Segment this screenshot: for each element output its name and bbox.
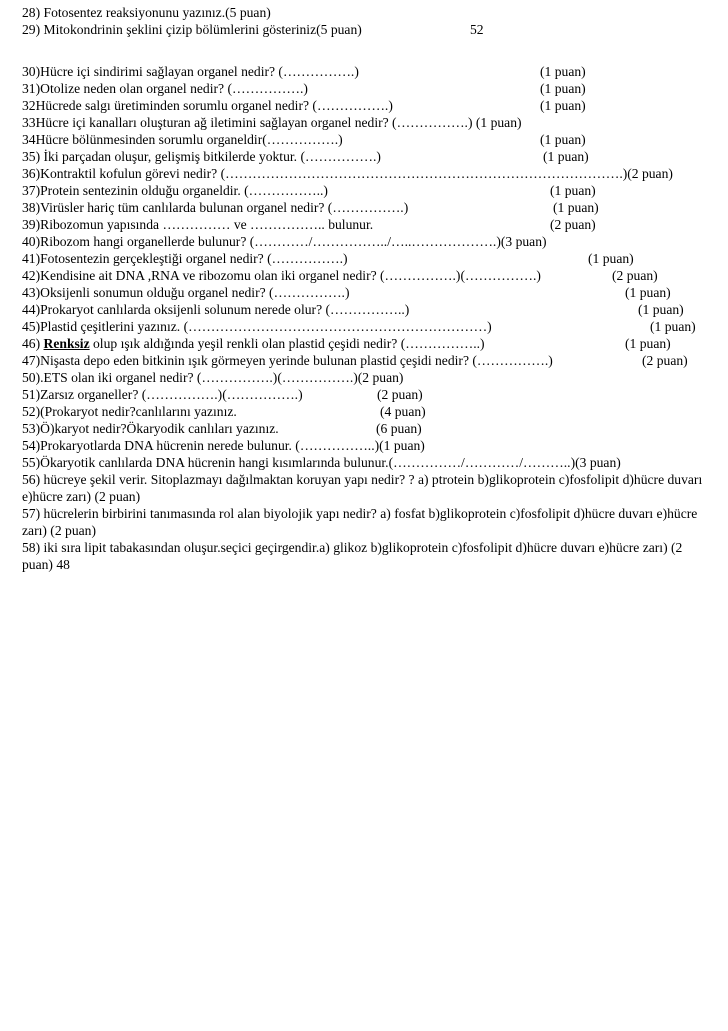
question-points: (1 puan) xyxy=(625,285,671,300)
question-54 xyxy=(22,437,724,454)
question-points: (1 puan) xyxy=(540,64,586,79)
question-points: (1 puan) xyxy=(540,98,586,113)
question-55 xyxy=(22,454,724,471)
question-text: 32Hücrede salgı üretiminden sorumlu organel nedir? (…………….) xyxy=(22,98,393,113)
question-body: olup ışık aldığında yeşil renkli olan plastid çeşidi nedir? (……………..) xyxy=(89,336,485,351)
question-text: 44)Prokaryot canlılarda oksijenli solunum nerede olur? (……………..) xyxy=(22,302,410,317)
question-28 xyxy=(22,4,724,21)
question-56: 56) hücreye şekil verir. Sitoplazmayı dağılmaktan koruyan yapı nedir? ? a) ptrotein b)glikoprotein c)fosfolipit d)hücre duvarı e)hücre zarı) (2 puan) xyxy=(22,472,703,504)
question-34 xyxy=(22,131,724,148)
question-text: 38)Virüsler hariç tüm canlılarda bulunan organel nedir? (…………….) xyxy=(22,200,409,215)
question-text: 52)(Prokaryot nedir?canlılarını yazınız. xyxy=(22,404,237,419)
question-points: (1 puan) xyxy=(650,319,696,334)
question-text: 30)Hücre içi sindirimi sağlayan organel nedir? (…………….) xyxy=(22,64,359,79)
question-text: 50).ETS olan iki organel nedir? (…………….)(…………….)(2 puan) xyxy=(22,370,404,385)
question-41 xyxy=(22,250,724,267)
question-points: (1 puan) xyxy=(553,200,599,215)
question-53 xyxy=(22,420,724,437)
question-text: 42)Kendisine ait DNA ,RNA ve ribozomu olan iki organel nedir? (…………….)(…………….) xyxy=(22,268,541,283)
question-text xyxy=(22,335,485,352)
question-58: 58) iki sıra lipit tabakasından oluşur.seçici geçirgendir.a) glikoz b)glikoprotein c)fosfolipit d)hücre duvarı e)hücre zarı) (2 puan) 48 xyxy=(22,540,683,572)
question-text: 47)Nişasta depo eden bitkinin ışık görmeyen yerinde bulunan plastid çeşidi nedir? (…………….) xyxy=(22,353,553,368)
question-57: 57) hücrelerin birbirini tanımasında rol alan biyolojik yapı nedir? a) fosfat b)glikoprotein c)fosfolipit d)hücre duvarı e)hücre zarı) (2 puan) xyxy=(22,506,698,538)
question-points: (1 puan) xyxy=(540,81,586,96)
question-number: 46) xyxy=(22,336,44,351)
question-text: 43)Oksijenli sonumun olduğu organel nedir? (…………….) xyxy=(22,285,350,300)
question-32 xyxy=(22,97,724,114)
question-42 xyxy=(22,267,724,284)
question-43 xyxy=(22,284,724,301)
question-points: (2 puan) xyxy=(377,387,423,402)
question-35 xyxy=(22,148,724,165)
question-text: 54)Prokaryotlarda DNA hücrenin nerede bulunur. (……………..)(1 puan) xyxy=(22,438,425,453)
question-text: 37)Protein sentezinin olduğu organeldir. (……………..) xyxy=(22,183,328,198)
question-text: 41)Fotosentezin gerçekleştiği organel nedir? (…………….) xyxy=(22,251,348,266)
question-46 xyxy=(22,335,724,352)
question-points: (6 puan) xyxy=(376,421,422,436)
question-points: (1 puan) xyxy=(540,132,586,147)
question-30 xyxy=(22,63,724,80)
underlined-keyword: Renksiz xyxy=(43,336,90,351)
question-points: (1 puan) xyxy=(550,183,596,198)
question-text: 33Hücre içi kanalları oluşturan ağ iletimini sağlayan organel nedir? (…………….) (1 puan) xyxy=(22,115,522,130)
question-points: (1 puan) xyxy=(625,336,671,351)
question-text: 28) Fotosentez reaksiyonunu yazınız.(5 puan) xyxy=(22,5,271,20)
question-points: (2 puan) xyxy=(612,268,658,283)
question-29 xyxy=(22,21,724,38)
question-text: 51)Zarsız organeller? (…………….)(…………….) xyxy=(22,387,303,402)
question-37 xyxy=(22,182,724,199)
question-points: (4 puan) xyxy=(380,404,426,419)
question-38 xyxy=(22,199,724,216)
question-40 xyxy=(22,233,724,250)
question-text: 39)Ribozomun yapısında …………… ve …………….. bulunur. xyxy=(22,217,374,232)
question-39 xyxy=(22,216,724,233)
question-33 xyxy=(22,114,724,131)
question-text: 40)Ribozom hangi organellerde bulunur? (…………/……………../…..……………….)(3 puan) xyxy=(22,234,547,249)
question-points: (1 puan) xyxy=(588,251,634,266)
question-text: 34Hücre bölünmesinden sorumlu organeldir(…………….) xyxy=(22,132,343,147)
question-points: (2 puan) xyxy=(550,217,596,232)
page-number: 52 xyxy=(470,22,484,37)
question-47 xyxy=(22,352,724,369)
question-36 xyxy=(22,165,724,182)
question-text: 53)Ö)karyot nedir?Ökaryodik canlıları yazınız. xyxy=(22,421,279,436)
question-31 xyxy=(22,80,724,97)
question-text: 45)Plastid çeşitlerini yazınız. (…………………………………………………………) xyxy=(22,319,492,334)
question-text: 36)Kontraktil kofulun görevi nedir? (…………………………………………………………………………….)(2 puan) xyxy=(22,166,673,181)
question-points: (2 puan) xyxy=(642,353,688,368)
question-50 xyxy=(22,369,724,386)
question-52 xyxy=(22,403,724,420)
question-text: 35) İki parçadan oluşur, gelişmiş bitkilerde yoktur. (…………….) xyxy=(22,149,381,164)
question-44 xyxy=(22,301,724,318)
question-45 xyxy=(22,318,724,335)
question-51 xyxy=(22,386,724,403)
question-points: (1 puan) xyxy=(638,302,684,317)
question-points: (1 puan) xyxy=(543,149,589,164)
question-text: 55)Ökaryotik canlılarda DNA hücrenin hangi kısımlarında bulunur.(……………/…………/………..)(3 puan) xyxy=(22,455,621,470)
question-text: 31)Otolize neden olan organel nedir? (…………….) xyxy=(22,81,308,96)
question-text: 29) Mitokondrinin şeklini çizip bölümlerini gösteriniz(5 puan) xyxy=(22,22,362,37)
